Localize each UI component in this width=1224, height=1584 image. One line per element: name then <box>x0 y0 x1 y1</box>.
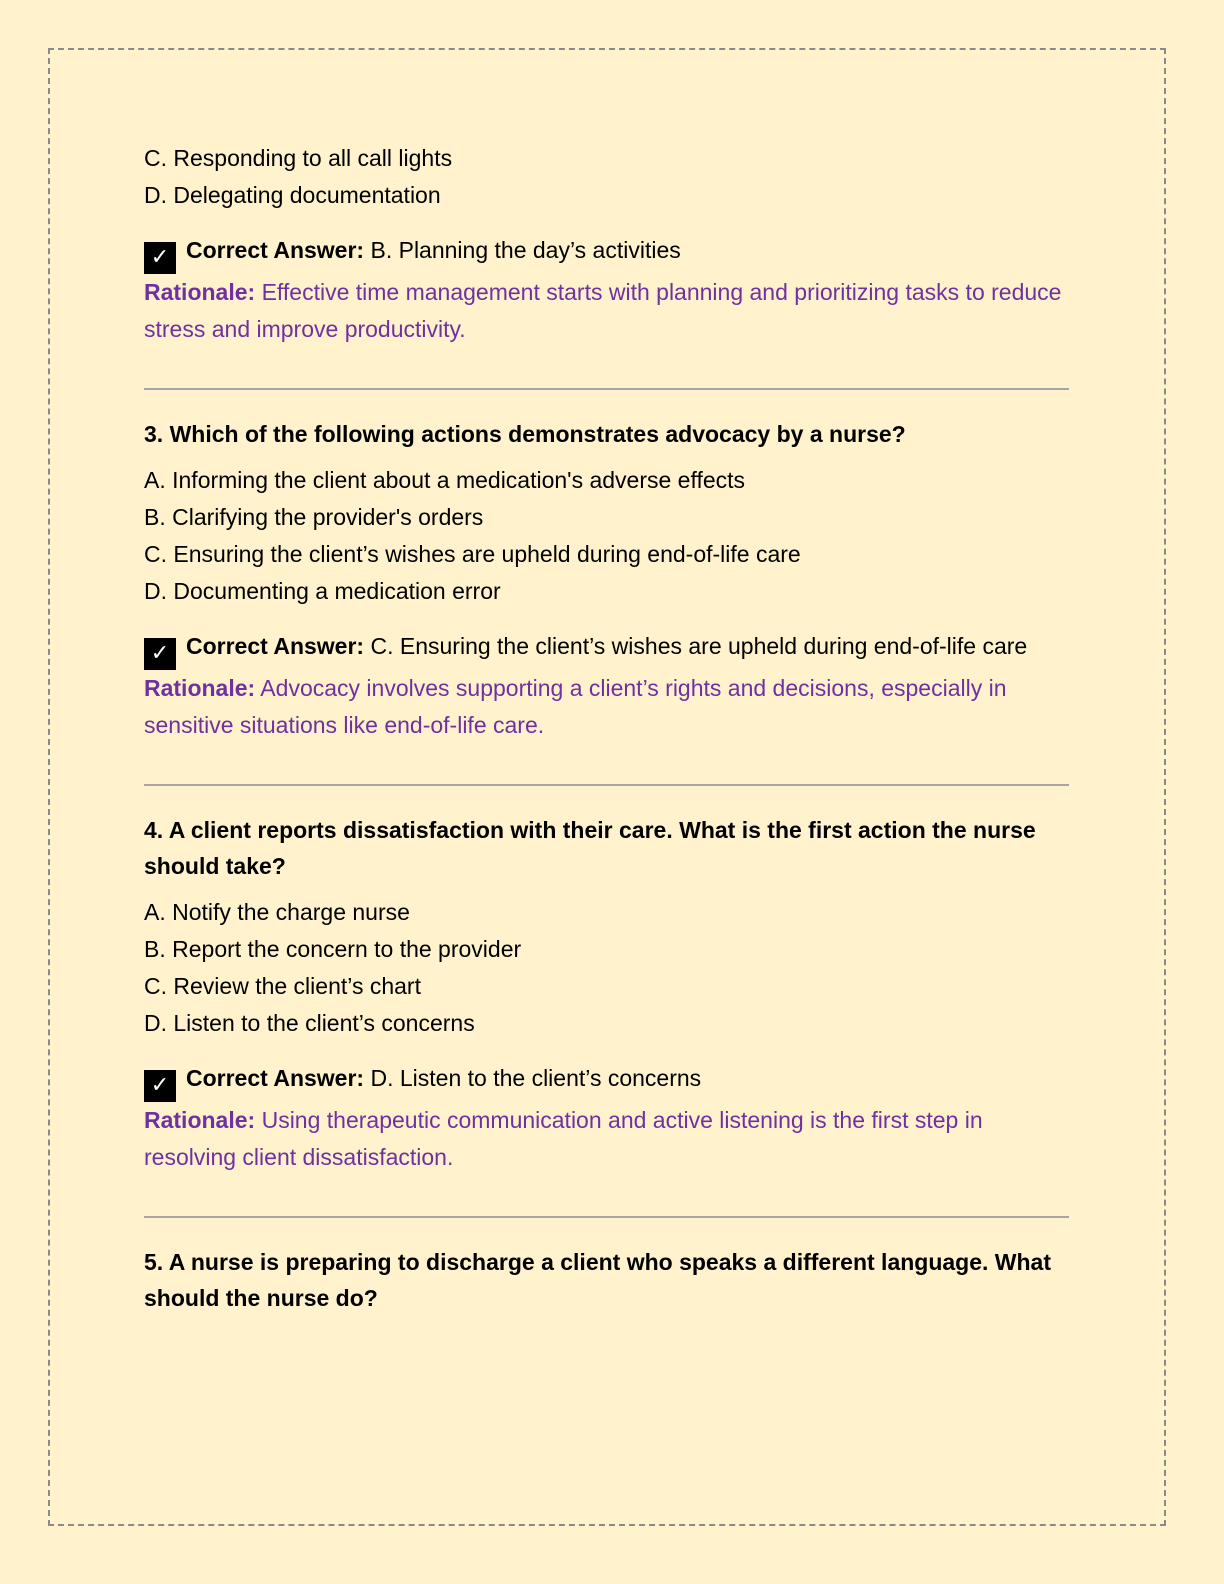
option-b: B. Clarifying the provider's orders <box>144 504 484 530</box>
rationale-label: Rationale: <box>144 1107 256 1133</box>
option-a: A. Informing the client about a medication's adverse effects <box>144 467 746 493</box>
correct-answer-label: Correct Answer: <box>186 633 365 659</box>
checkmark-icon: ✓ <box>144 1070 176 1102</box>
question-4-block <box>144 812 1069 1176</box>
question-text: 4. A client reports dissatisfaction with their care. What is the first action the nurse should take? <box>144 817 1036 879</box>
option-d: D. Documenting a medication error <box>144 578 501 604</box>
question-2-block <box>144 140 1069 348</box>
section-divider <box>144 784 1069 786</box>
rationale-text: Advocacy involves supporting a client’s rights and decisions, especially in sensitive situations like end-of-life care. <box>144 675 1007 738</box>
checkmark-icon: ✓ <box>144 242 176 274</box>
section-divider <box>144 1216 1069 1218</box>
option-c: C. Ensuring the client’s wishes are upheld during end-of-life care <box>144 541 801 567</box>
question-3-block <box>144 416 1069 744</box>
answer-block <box>144 1060 1069 1176</box>
correct-answer-label: Correct Answer: <box>186 1065 365 1091</box>
option-d: D. Listen to the client’s concerns <box>144 1010 475 1036</box>
answer-block <box>144 232 1069 348</box>
option-c: C. Review the client’s chart <box>144 973 421 999</box>
rationale-text: Using therapeutic communication and active listening is the first step in resolving client dissatisfaction. <box>144 1107 983 1170</box>
correct-answer <box>144 628 1069 670</box>
option-c: C. Responding to all call lights <box>144 145 453 171</box>
answer-block <box>144 628 1069 744</box>
question-text: 3. Which of the following actions demonstrates advocacy by a nurse? <box>144 421 906 447</box>
option-a: A. Notify the charge nurse <box>144 899 410 925</box>
correct-answer-text: C. Ensuring the client’s wishes are upheld during end-of-life care <box>364 633 1028 659</box>
rationale <box>144 274 1069 348</box>
correct-answer-text: B. Planning the day’s activities <box>364 237 681 263</box>
option-d: D. Delegating documentation <box>144 182 441 208</box>
correct-answer-label: Correct Answer: <box>186 237 365 263</box>
rationale-label: Rationale: <box>144 675 256 701</box>
question-text: 5. A nurse is preparing to discharge a client who speaks a different language. What should the nurse do? <box>144 1249 1052 1311</box>
section-divider <box>144 388 1069 390</box>
correct-answer <box>144 1060 1069 1102</box>
rationale-label: Rationale: <box>144 279 256 305</box>
correct-answer <box>144 232 1069 274</box>
question-5-block <box>144 1244 1069 1316</box>
rationale <box>144 670 1069 744</box>
rationale-text: Effective time management starts with planning and prioritizing tasks to reduce stress and improve productivity. <box>144 279 1062 342</box>
correct-answer-text: D. Listen to the client’s concerns <box>364 1065 702 1091</box>
option-b: B. Report the concern to the provider <box>144 936 522 962</box>
document-content <box>144 140 1069 1326</box>
checkmark-icon: ✓ <box>144 638 176 670</box>
rationale <box>144 1102 1069 1176</box>
